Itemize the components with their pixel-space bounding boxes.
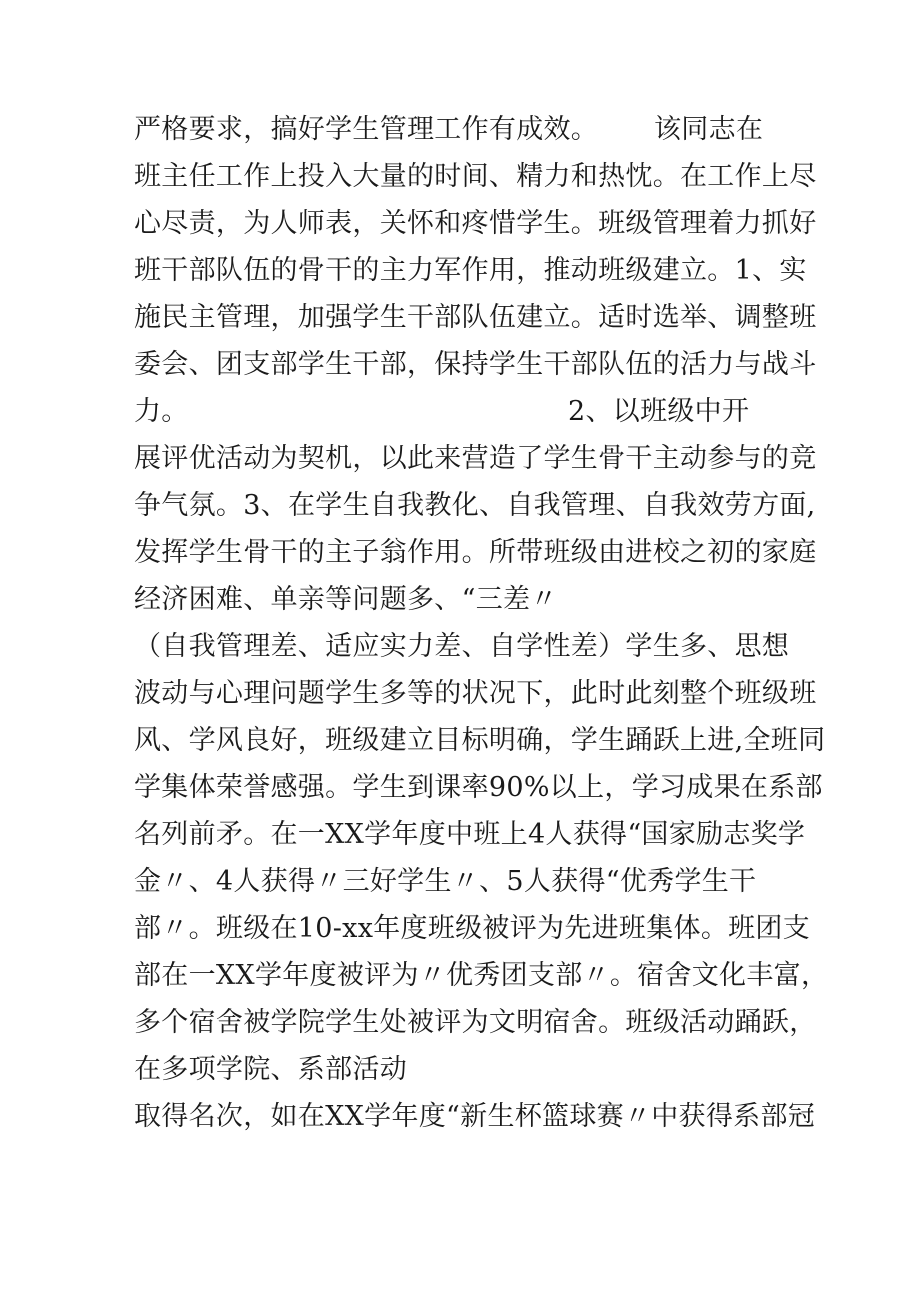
text-line: 严格要求，搞好学生管理工作有成效。: [134, 114, 599, 145]
text-line: 展评优活动为契机，以此来营造了学生骨干主动参与的竞: [134, 443, 817, 474]
text-line: 该同志在: [654, 114, 764, 145]
text-line: 部在一XX学年度被评为〃优秀团支部〃。宿舍文化丰富，: [134, 960, 829, 991]
text-line: （自我管理差、适应实力差、自学性差）学生多、思想: [134, 631, 790, 662]
text-line: 班干部队伍的骨干的主力军作用，推动班级建立。1、实: [134, 255, 807, 286]
text-line: 施民主管理，加强学生干部队伍建立。适时选举、调整班: [134, 302, 817, 333]
text-line: 部〃。班级在10-xx年度班级被评为先进班集体。班团支: [134, 913, 811, 944]
text-line: 学集体荣誉感强。学生到课率90%以上，学习成果在系部: [134, 772, 823, 803]
text-line: 心尽责，为人师表，关怀和疼惜学生。班级管理着力抓好: [134, 208, 817, 239]
text-line: 委会、团支部学生干部，保持学生干部队伍的活力与战斗: [134, 349, 817, 380]
text-line: 2、以班级中开: [568, 396, 750, 427]
text-line: 力。: [134, 396, 189, 427]
text-line: 发挥学生骨干的主子翁作用。所带班级由进校之初的家庭: [134, 537, 817, 568]
text-line: 波动与心理问题学生多等的状况下，此时此刻整个班级班: [134, 678, 817, 709]
text-line: 风、学风良好，班级建立目标明确，学生踊跃上进,全班同: [134, 725, 826, 756]
text-line: 经济困难、单亲等问题多、“三差〃: [134, 584, 558, 615]
text-line: 争气氛。3、在学生自我教化、自我管理、自我效劳方面,: [134, 490, 816, 521]
text-line: 多个宿舍被学院学生处被评为文明宿舍。班级活动踊跃，: [134, 1007, 817, 1038]
text-line: 在多项学院、系部活动: [134, 1054, 407, 1085]
text-line: 金〃、4人获得〃三好学生〃、5人获得“优秀学生干: [134, 866, 757, 897]
text-line: 取得名次，如在XX学年度“新生杯篮球赛〃中获得系部冠: [134, 1101, 816, 1132]
text-line: 名列前矛。在一XX学年度中班上4人获得“国家励志奖学: [134, 819, 806, 850]
text-line: 班主任工作上投入大量的时间、精力和热忱。在工作上尽: [134, 161, 817, 192]
